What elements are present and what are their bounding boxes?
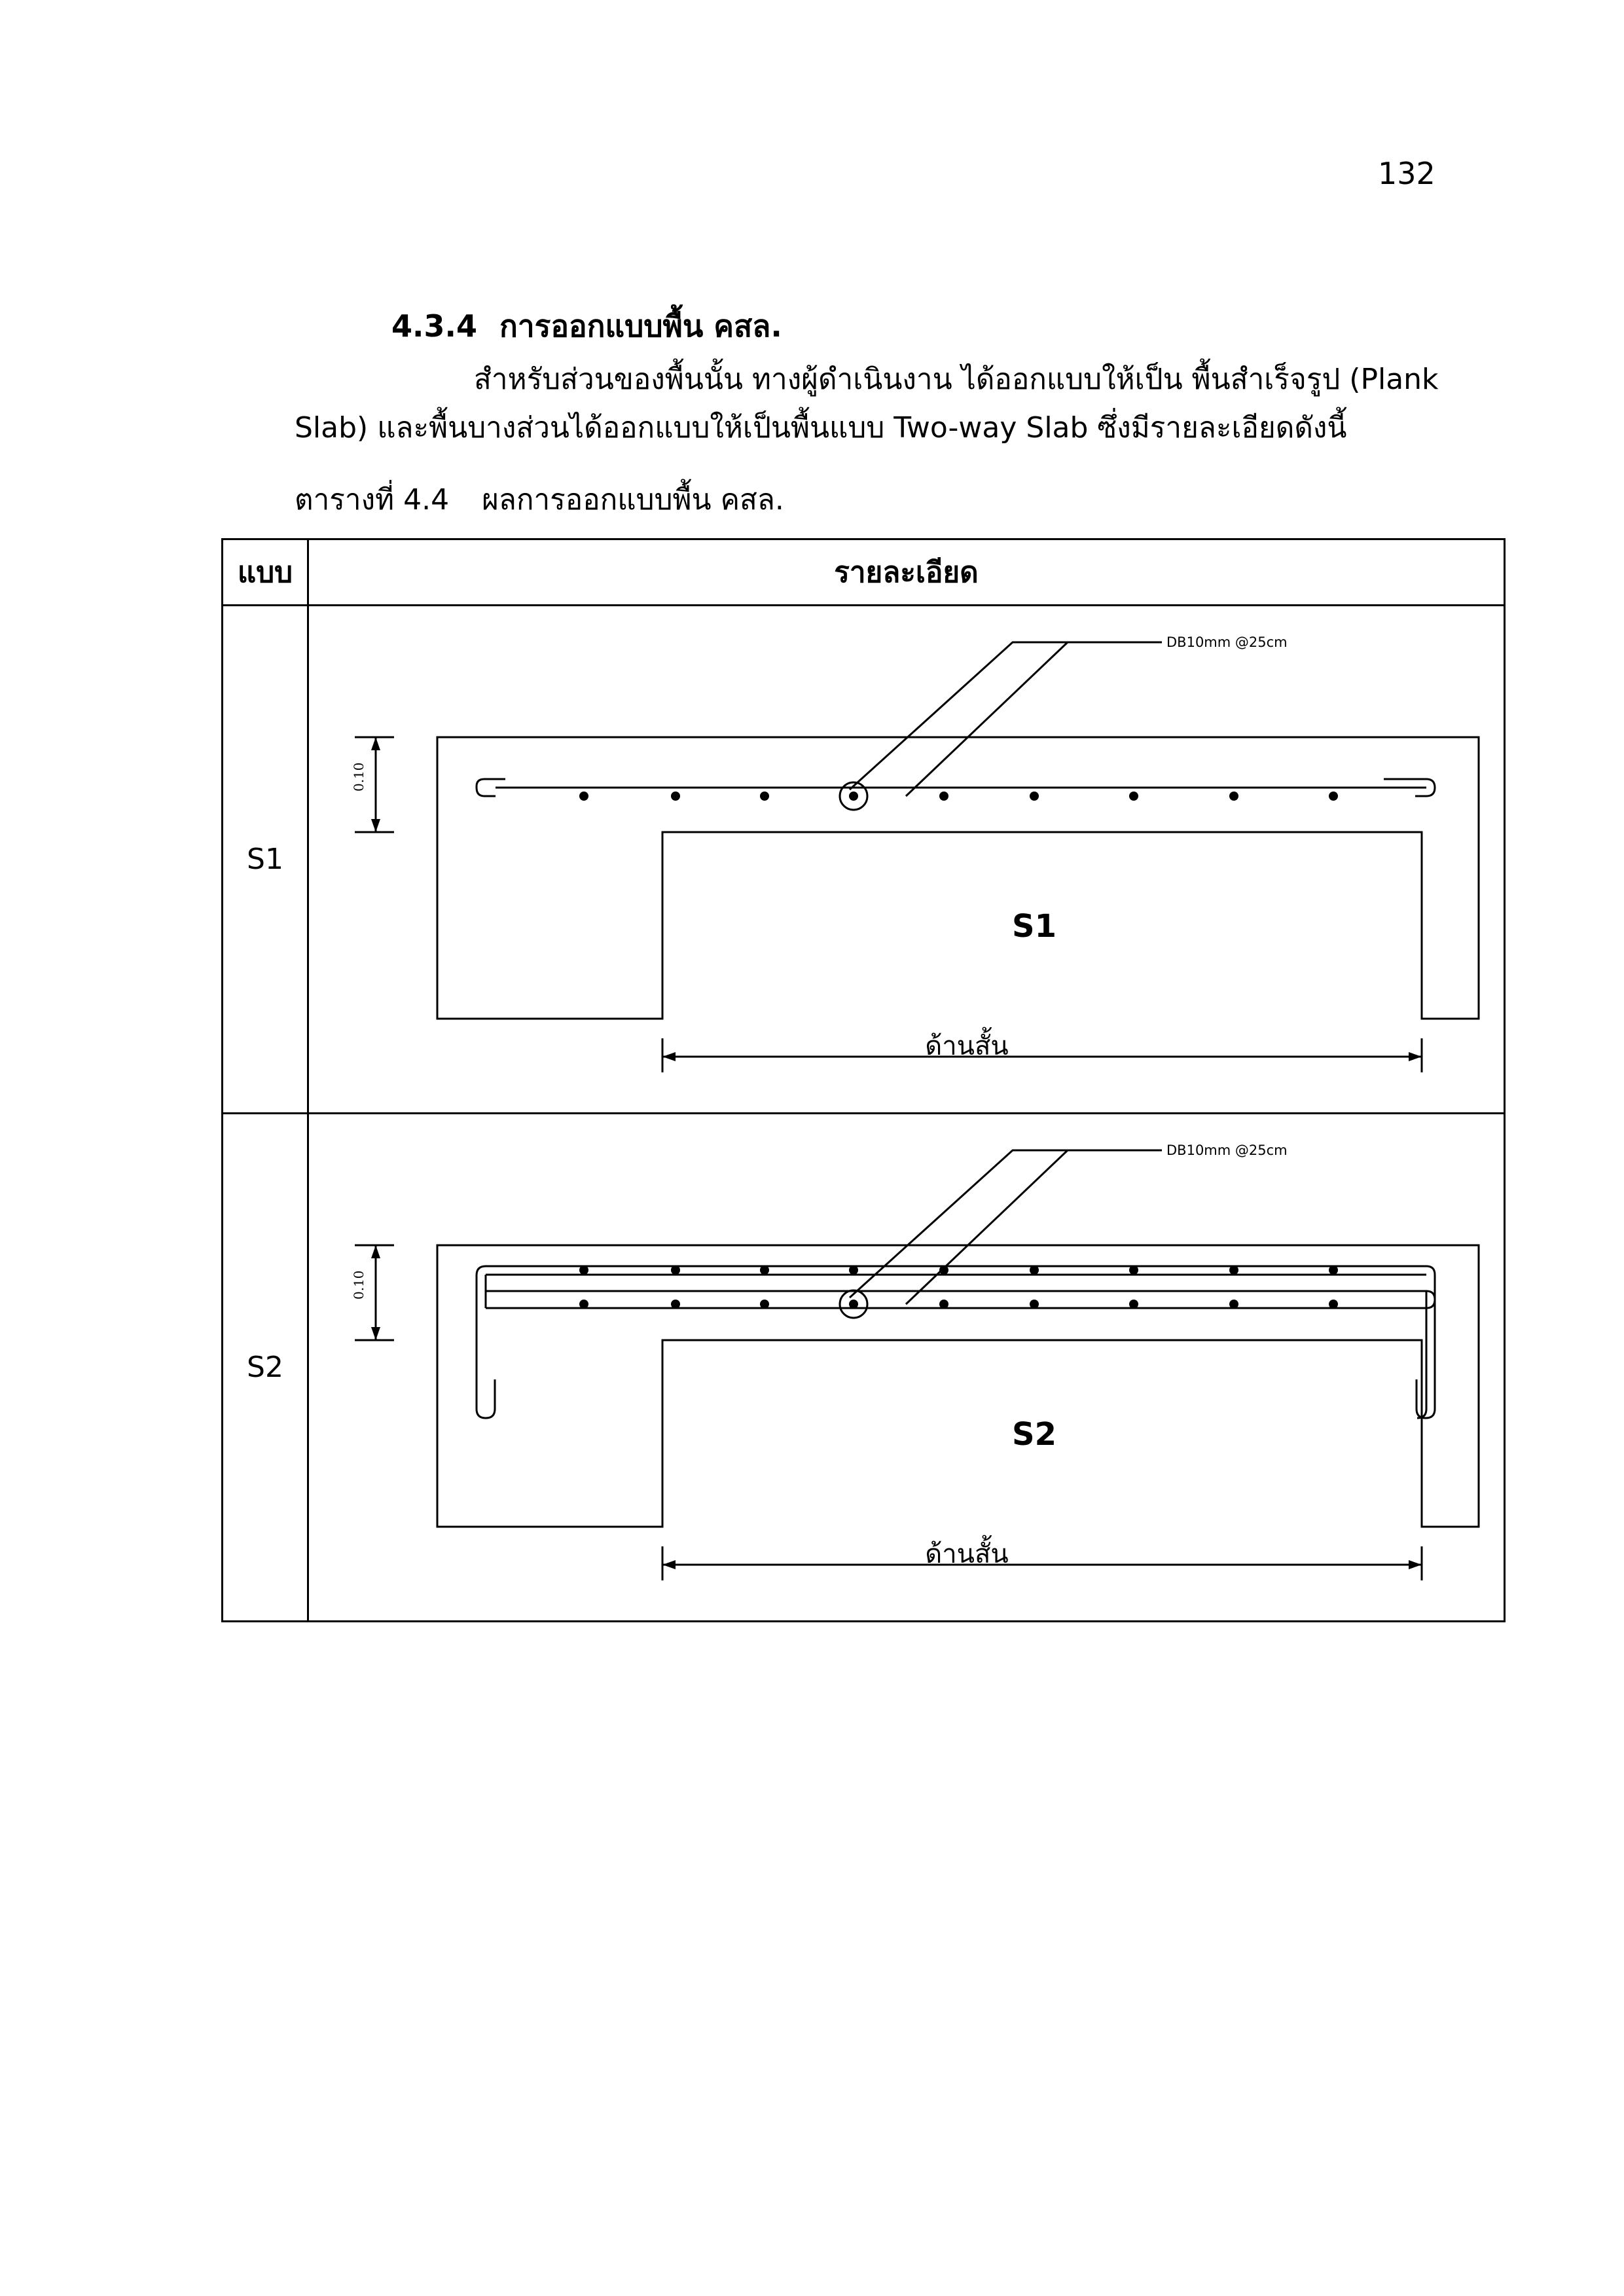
rebar-dot (849, 1300, 858, 1309)
rebar-dot (1129, 1266, 1138, 1275)
rebar-dot (671, 1266, 680, 1275)
table-caption (295, 477, 784, 522)
span-label: ด้านสั้น (925, 1539, 1009, 1569)
rebar-dot (939, 1266, 948, 1275)
rebar-dot (760, 1300, 769, 1309)
table-row (223, 606, 1505, 1114)
rebar-dot (1329, 1300, 1338, 1309)
paragraph-line-1: สำหรับส่วนของพื้นนั้น ทางผู้ดำเนินงาน ได้ออกแบบให้เป็น พื้นสำเร็จรูป (Plank (474, 363, 1439, 396)
rebar-dot (1229, 1266, 1238, 1275)
slab-design-table (221, 538, 1506, 1618)
dimension-arrow (371, 819, 380, 832)
rebar-dot (671, 1300, 680, 1309)
table-caption-title: ผลการออกแบบพื้น คสล. (482, 483, 784, 517)
rebar-dot (1129, 1300, 1138, 1309)
rebar-dot (579, 792, 588, 801)
top-rebar (486, 1266, 1435, 1291)
table-header-row (223, 539, 1505, 606)
rebar-dot (849, 792, 858, 801)
rebar-dot (1129, 792, 1138, 801)
rebar-dot (760, 792, 769, 801)
rebar-dot (1030, 1300, 1039, 1309)
rebar-label: DB10mm @25cm (1166, 1142, 1288, 1158)
slab-code: S1 (223, 606, 308, 1114)
page-number: 132 (1378, 156, 1435, 191)
table-row (223, 1114, 1505, 1622)
slab-outline (437, 1245, 1479, 1527)
thickness-label: 0.10 (351, 762, 367, 792)
section-heading (391, 302, 782, 350)
slab-outline (437, 737, 1479, 1019)
rebar-dot (1329, 792, 1338, 801)
slab-section-drawing-s1 (309, 606, 1506, 1112)
span-dimension (662, 1546, 1422, 1580)
dimension-arrow (662, 1560, 676, 1569)
rebar-dot (849, 1266, 858, 1275)
span-dimension (662, 1038, 1422, 1072)
dimension-arrow (662, 1052, 676, 1061)
dimension-arrow (1409, 1052, 1422, 1061)
rebar-dot (939, 792, 948, 801)
dimension-arrow (1409, 1560, 1422, 1569)
rebar-dot (1030, 792, 1039, 801)
rebar-dot (579, 1300, 588, 1309)
span-label: ด้านสั้น (925, 1031, 1009, 1061)
rebar-dot (1030, 1266, 1039, 1275)
slab-label: S1 (1012, 908, 1056, 945)
slab-drawing-cell (308, 1114, 1505, 1622)
dimension-arrow (371, 1327, 380, 1340)
section-title: การออกแบบพื้น คสล. (499, 308, 782, 344)
header-type: แบบ (223, 539, 308, 606)
header-detail: รายละเอียด (308, 539, 1505, 606)
bottom-rebar (486, 1291, 1435, 1308)
rebar-label: DB10mm @25cm (1166, 634, 1288, 650)
section-number: 4.3.4 (391, 308, 477, 344)
paragraph-line-2: Slab) และพื้นบางส่วนได้ออกแบบให้เป็นพื้นแบบ Two-way Slab ซึ่งมีรายละเอียดดังนี้ (295, 411, 1347, 445)
dimension-arrow (371, 1245, 380, 1258)
rebar-dot (760, 1266, 769, 1275)
rebar-dot (671, 792, 680, 801)
rebar-dot (1229, 792, 1238, 801)
rebar-dot (1229, 1300, 1238, 1309)
dimension-arrow (371, 737, 380, 750)
slab-label: S2 (1012, 1416, 1056, 1453)
slab-section-drawing-s2 (309, 1114, 1506, 1620)
slab-drawing-cell (308, 606, 1505, 1114)
rebar-leader-line (850, 642, 1162, 790)
rebar-dot (1329, 1266, 1338, 1275)
thickness-label: 0.10 (351, 1270, 367, 1300)
table-caption-number: ตารางที่ 4.4 (295, 483, 450, 517)
rebar-dot (939, 1300, 948, 1309)
slab-code: S2 (223, 1114, 308, 1622)
rebar-dot (579, 1266, 588, 1275)
